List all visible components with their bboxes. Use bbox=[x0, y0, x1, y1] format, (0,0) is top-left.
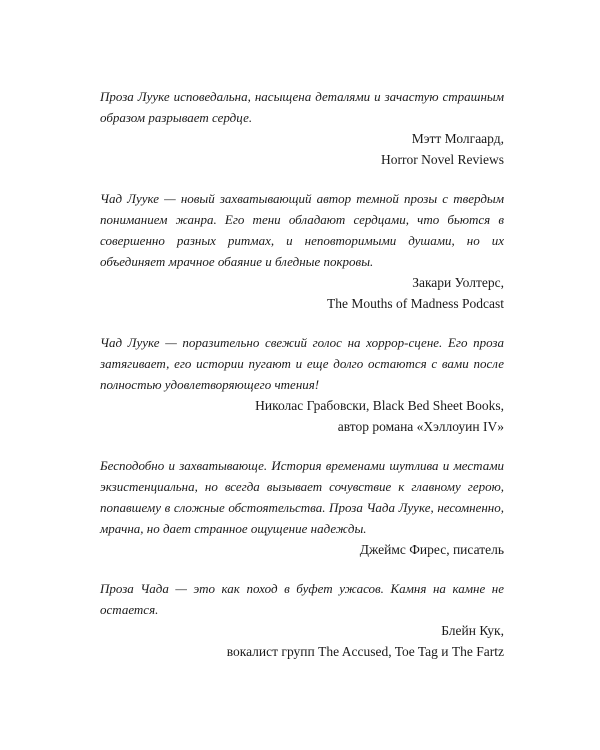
blurb-attribution bbox=[100, 539, 504, 560]
blurb-3 bbox=[100, 332, 504, 437]
attribution-line: Закари Уолтерс, bbox=[412, 275, 504, 290]
blurb-quote: Чад Лууке — новый захватывающий автор темной прозы с твердым пониманием жанра. Его тени обладают сердцами, что бьются в совершенно разных ритмах, и неповторимыми душами, но их объединяет мрачное обаяние и бледные покровы. bbox=[100, 191, 504, 269]
blurb-quote: Чад Лууке — поразительно свежий голос на хоррор-сцене. Его проза затягивает, его истории пугают и еще долго остаются с вами после полностью удовлетворяющего чтения! bbox=[100, 335, 504, 392]
blurb-quote: Проза Чада — это как поход в буфет ужасов. Камня на камне не остается. bbox=[100, 581, 504, 617]
blurb-5 bbox=[100, 578, 504, 662]
blurb-quote: Бесподобно и захватывающе. История временами шутлива и местами экзистенциальна, но всегда вызывает сочувствие к главному герою, попавшему в сложные обстоятельства. Проза Чада Лууке, несомненно, мрачна, но дает странное ощущение надежды. bbox=[100, 458, 504, 536]
blurb-quote: Проза Лууке исповедальна, насыщена деталями и зачастую страшным образом разрывает сердце. bbox=[100, 89, 504, 125]
blurb-2 bbox=[100, 188, 504, 314]
attribution-line: вокалист групп The Accused, Toe Tag и The Fartz bbox=[226, 644, 504, 659]
attribution-line: Николас Грабовски, Black Bed Sheet Books, bbox=[255, 398, 504, 413]
attribution-line: Джеймс Фирес, писатель bbox=[359, 542, 504, 557]
attribution-line: Мэтт Молгаард, bbox=[411, 131, 504, 146]
blurb-4 bbox=[100, 455, 504, 560]
blurbs-page bbox=[100, 86, 504, 680]
attribution-line: Блейн Кук, bbox=[441, 623, 504, 638]
attribution-line: автор романа «Хэллоуин IV» bbox=[337, 419, 504, 434]
blurb-attribution bbox=[100, 620, 504, 662]
attribution-line: The Mouths of Madness Podcast bbox=[327, 296, 504, 311]
blurb-attribution bbox=[100, 395, 504, 437]
attribution-line: Horror Novel Reviews bbox=[381, 152, 504, 167]
blurb-attribution bbox=[100, 272, 504, 314]
blurb-1 bbox=[100, 86, 504, 170]
blurb-attribution bbox=[100, 128, 504, 170]
